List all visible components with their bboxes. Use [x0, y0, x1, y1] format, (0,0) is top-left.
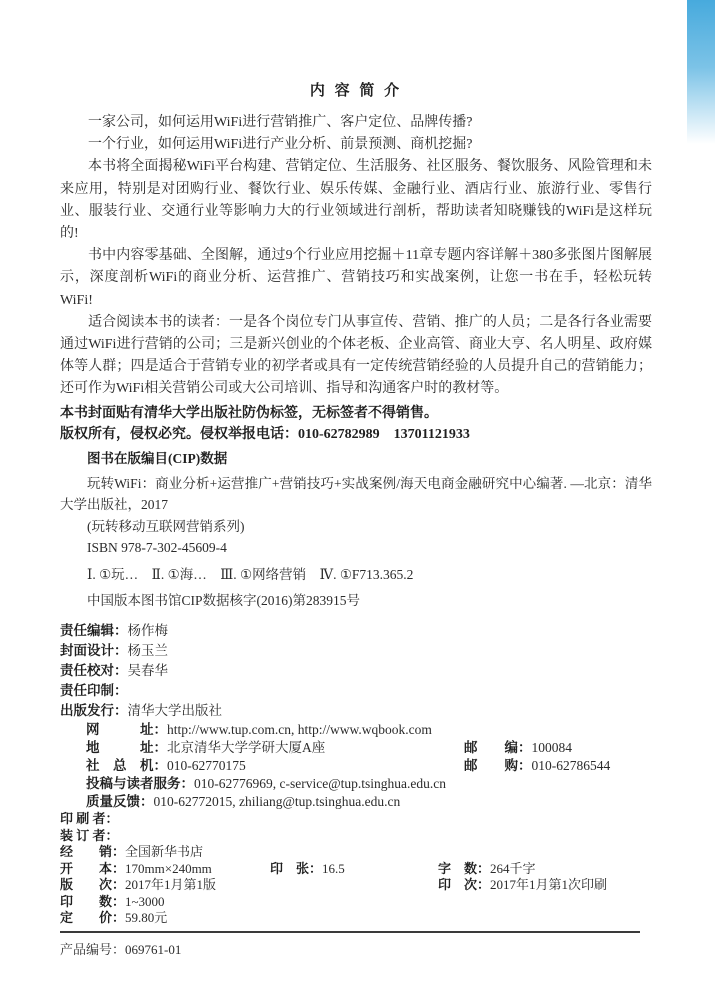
print-value: 59.80元 — [125, 910, 168, 926]
intro-paragraph: 适合阅读本书的读者：一是各个岗位专门从事宣传、营销、推广的人员；二是各行各业需要通过WiFi进行营销的公司；三是新兴创业的个体老板、企业高管、商业大亨、名人明星、政府媒体等人群；四是适合于营销专业的初学者或具有一定传统营销经验的人员提升自己的营销能力；还可作为WiFi相关营销公司或大公司培训、指导和沟通客户时的教材等。 — [60, 314, 652, 397]
intro-section — [60, 112, 652, 401]
contact-label: 投稿与读者服务： — [86, 776, 194, 792]
print-label: 版 次： — [60, 877, 126, 893]
print-row-edition — [60, 877, 652, 894]
contact-label: 质量反馈： — [86, 794, 154, 810]
contact-label: 地 址： — [86, 740, 167, 756]
contact-value: 100084 — [531, 740, 572, 756]
print-row-print-run — [60, 894, 652, 911]
contact-row-quality-feedback — [86, 793, 652, 811]
print-value: 264千字 — [490, 860, 536, 876]
cip-classification: Ⅰ. ①玩… Ⅱ. ①海… Ⅲ. ①网络营销 Ⅳ. ①F713.365.2 — [87, 566, 414, 582]
print-label: 印 刷 者： — [60, 811, 119, 827]
publisher-section — [60, 701, 652, 811]
print-row-distributor — [60, 844, 652, 861]
staff-value: 吴春华 — [127, 663, 168, 679]
cip-record-number: 中国版本图书馆CIP数据核字(2016)第283915号 — [87, 593, 360, 609]
print-row-printer — [60, 811, 652, 828]
print-label: 装 订 者： — [60, 827, 119, 843]
contact-postcode — [464, 739, 572, 757]
print-sheets — [270, 861, 345, 878]
notice-section — [60, 403, 652, 446]
contact-value: 010-62772015, zhiliang@tup.tsinghua.edu.cn — [153, 794, 401, 810]
print-value: 16.5 — [322, 860, 345, 876]
publisher-label: 出版发行： — [60, 703, 128, 719]
publisher-value: 清华大学出版社 — [127, 703, 222, 719]
print-value: 2017年1月第1次印刷 — [490, 877, 608, 893]
contact-label: 网 址： — [86, 722, 167, 738]
contact-value: 010-62786544 — [531, 758, 611, 774]
intro-paragraph: 书中内容零基础、全图解，通过9个行业应用挖掘＋11章专题内容详解＋380多张图片图解展示，深度剖析WiFi的商业分析、运营推广、营销技巧和实战案例，让您一书在手，轻松玩转WiFi! — [60, 248, 652, 308]
print-label: 定 价： — [60, 910, 126, 926]
print-info-section — [60, 811, 652, 927]
print-label: 印 数： — [60, 893, 126, 909]
print-impression — [438, 877, 607, 894]
contact-mail-order — [464, 757, 610, 775]
contact-value: 北京清华大学学研大厦A座 — [167, 740, 326, 756]
product-number — [60, 941, 652, 959]
contact-row-reader-service — [86, 775, 652, 793]
print-label: 印 次： — [438, 877, 491, 893]
contact-value: 010-62770175 — [167, 758, 246, 774]
intro-paragraph: 一家公司，如何运用WiFi进行营销推广、客户定位、品牌传播? — [88, 115, 473, 130]
cip-series: (玩转移动互联网营销系列) — [87, 518, 245, 534]
divider-rule — [60, 931, 640, 933]
product-number-value: 069761-01 — [125, 941, 182, 957]
print-label: 印 张： — [270, 860, 323, 876]
contact-row-address — [86, 739, 652, 757]
contact-row-website — [86, 721, 652, 739]
print-label: 经 销： — [60, 844, 126, 860]
contact-value: http://www.tup.com.cn, http://www.wqbook.com — [167, 722, 432, 738]
staff-row-editor — [60, 621, 652, 641]
contact-value: 010-62776969, c-service@tup.tsinghua.edu.cn — [194, 776, 446, 792]
corner-accent-decoration — [687, 0, 715, 150]
page-title: 内 容 简 介 — [309, 83, 403, 99]
anti-counterfeit-notice: 本书封面贴有清华大学出版社防伪标签，无标签者不得销售。 — [60, 405, 438, 421]
print-row-format — [60, 861, 652, 878]
staff-label: 责任校对： — [60, 663, 128, 679]
intro-paragraph: 本书将全面揭秘WiFi平台构建、营销定位、生活服务、社区服务、餐饮服务、风险管理和未来应用，特别是对团购行业、餐饮行业、娱乐传媒、金融行业、酒店行业、旅游行业、零售行业、服装行业、交通行业等影响力大的行业领域进行剖析，帮助读者知晓赚钱的WiFi是这样玩的! — [60, 159, 652, 242]
cip-heading: 图书在版编目(CIP)数据 — [87, 450, 228, 466]
print-label: 字 数： — [438, 860, 491, 876]
print-row-price — [60, 910, 652, 927]
staff-row-cover-design — [60, 641, 652, 661]
print-value: 全国新华书店 — [125, 844, 204, 860]
staff-row-print-supervisor — [60, 681, 652, 701]
contact-label: 邮 购： — [464, 758, 532, 774]
print-value: 170mm×240mm — [125, 860, 212, 876]
cip-isbn: ISBN 978-7-302-45609-4 — [87, 540, 227, 556]
print-value: 1~3000 — [125, 893, 165, 909]
staff-row-proofreader — [60, 661, 652, 681]
publisher-row — [60, 701, 652, 721]
copyright-notice: 版权所有，侵权必究。侵权举报电话：010-62782989 13701121933 — [60, 427, 470, 443]
contact-label: 社 总 机： — [86, 758, 167, 774]
staff-label: 责任印制： — [60, 683, 128, 699]
print-value: 2017年1月第1版 — [125, 877, 217, 893]
cip-section — [60, 449, 652, 612]
staff-section — [60, 621, 652, 701]
staff-value: 杨玉兰 — [127, 643, 168, 659]
staff-value: 杨作梅 — [127, 623, 168, 639]
contact-label: 邮 编： — [464, 740, 532, 756]
product-number-label: 产品编号： — [60, 941, 126, 957]
print-word-count — [438, 861, 536, 878]
contact-row-switchboard — [86, 757, 652, 775]
staff-label: 责任编辑： — [60, 623, 128, 639]
cip-description: 玩转WiFi：商业分析+运营推广+营销技巧+实战案例/海天电商金融研究中心编著. —北京：清华大学出版社，2017 — [60, 475, 652, 513]
intro-paragraph: 一个行业，如何运用WiFi进行产业分析、前景预测、商机挖掘? — [88, 137, 473, 153]
staff-label: 封面设计： — [60, 643, 128, 659]
print-label: 开 本： — [60, 860, 126, 876]
print-row-binder — [60, 828, 652, 845]
